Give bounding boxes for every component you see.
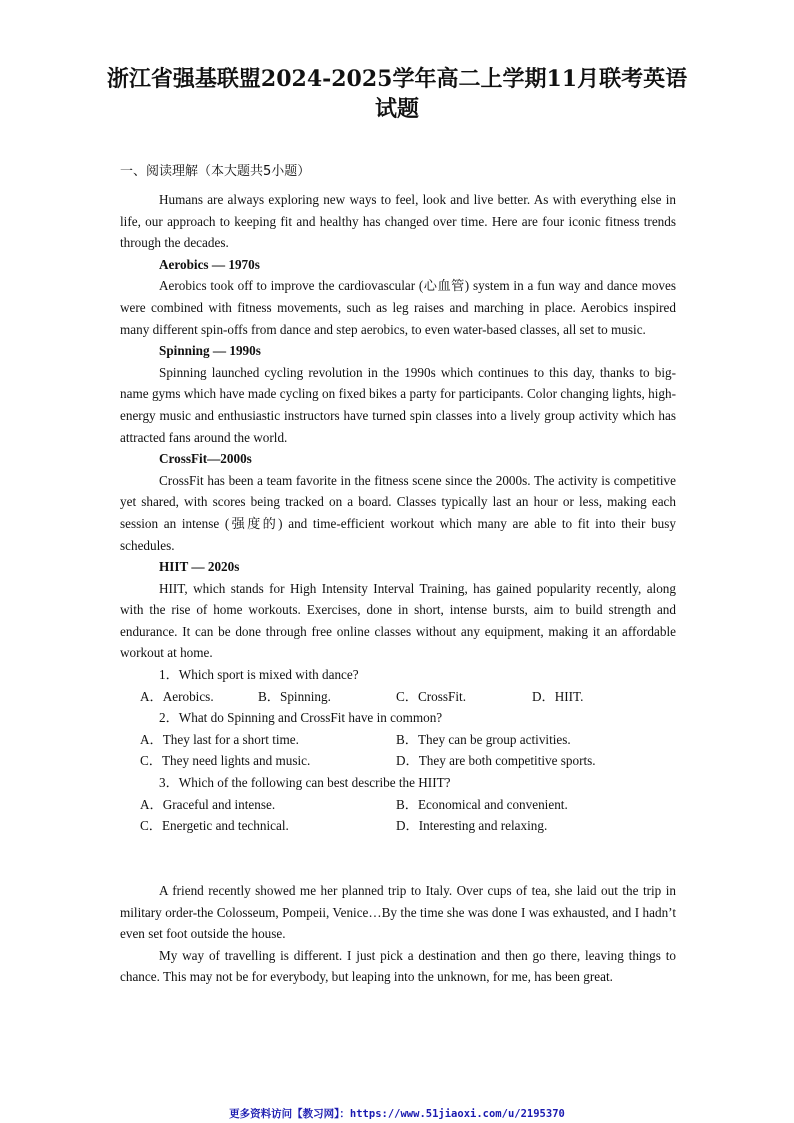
option-d: D．Interesting and relaxing. xyxy=(396,818,548,834)
section-heading: 一、阅读理解（本大题共5小题） xyxy=(120,164,311,179)
page-title: 浙江省强基联盟2024-2025学年高二上学期11月联考英语试题 xyxy=(106,66,688,122)
option-c: C．CrossFit. xyxy=(396,688,466,704)
paragraph-crossfit: CrossFit has been a team favorite in the fitness scene since the 2000s. The activity is competitive yet shared, with scores being tracked on a board. Classes typically last an hour or less, making each session an intense (强度的) and time-efficient workout which many are able to fit into their busy schedules. xyxy=(120,472,676,553)
question-2 xyxy=(120,707,676,772)
option-b: B．Spinning. xyxy=(258,688,331,704)
heading-crossfit: CrossFit—2000s xyxy=(159,451,252,467)
option-a: A．Graceful and intense. xyxy=(140,796,276,812)
heading-hiit: HIIT — 2020s xyxy=(159,559,240,575)
heading-spinning: Spinning — 1990s xyxy=(159,343,261,359)
option-b: B．They can be group activities. xyxy=(396,731,571,747)
passage-2 xyxy=(120,880,676,988)
option-b: B．Economical and convenient. xyxy=(396,796,568,812)
question-stem: 3．Which of the following can best describe the HIIT? xyxy=(159,775,451,791)
question-1 xyxy=(120,664,676,707)
option-c: C．Energetic and technical. xyxy=(140,818,289,834)
passage-1-intro: Humans are always exploring new ways to feel, look and live better. As with everything else in life, our approach to keeping fit and healthy has changed over time. Here are four iconic fitness trends through the decades. xyxy=(120,192,676,251)
option-row xyxy=(120,686,676,708)
paragraph-spinning: Spinning launched cycling revolution in the 1990s which continues to this day, thanks to big-name gyms which have made cycling on fixed bikes a party for participants. Color changing lights, high-energy music and enthusiastic instructors have turned spin classes into a lively group activity which has attracted fans around the world. xyxy=(120,364,676,445)
question-stem: 2．What do Spinning and CrossFit have in common? xyxy=(159,710,443,726)
question-stem: 1．Which sport is mixed with dance? xyxy=(159,667,359,683)
option-row xyxy=(120,750,676,772)
paragraph-hiit: HIIT, which stands for High Intensity Interval Training, has gained popularity recently, along with the rise of home workouts. Exercises, done in short, intense bursts, aim to build strength and endurance. It can be done through free online classes without any equipment, making it an affordable workout at home. xyxy=(120,580,676,661)
option-d: D．HIIT. xyxy=(532,688,584,704)
option-d: D．They are both competitive sports. xyxy=(396,753,596,769)
passage-2-paragraph-2: My way of travelling is different. I just pick a destination and then go there, leaving things to chance. This may not be for everybody, but leaping into the unknown, for me, has been great. xyxy=(120,947,676,985)
option-row xyxy=(120,729,676,751)
option-a: A．They last for a short time. xyxy=(140,731,299,747)
footer-link[interactable]: 更多资料访问【教习网】：https://www.51jiaoxi.com/u/2195370 xyxy=(229,1108,565,1120)
passage-1 xyxy=(120,189,676,837)
paragraph-aerobics: Aerobics took off to improve the cardiovascular (心血管) system in a fun way and dance moves were combined with fitness movements, such as leg raises and marching in place. Aerobics inspired many different spin-offs from dance and step aerobics, to even water-based classes, all set to music. xyxy=(120,278,676,337)
option-c: C．They need lights and music. xyxy=(140,753,311,769)
question-3 xyxy=(120,772,676,837)
passage-2-paragraph-1: A friend recently showed me her planned trip to Italy. Over cups of tea, she laid out the trip in military order-the Colosseum, Pompeii, Venice…By the time she was done I was exhausted, and I hadn’t even set foot outside the house. xyxy=(120,883,676,942)
heading-aerobics: Aerobics — 1970s xyxy=(159,256,260,272)
option-a: A．Aerobics. xyxy=(140,688,214,704)
option-row xyxy=(120,815,676,837)
option-row xyxy=(120,794,676,816)
